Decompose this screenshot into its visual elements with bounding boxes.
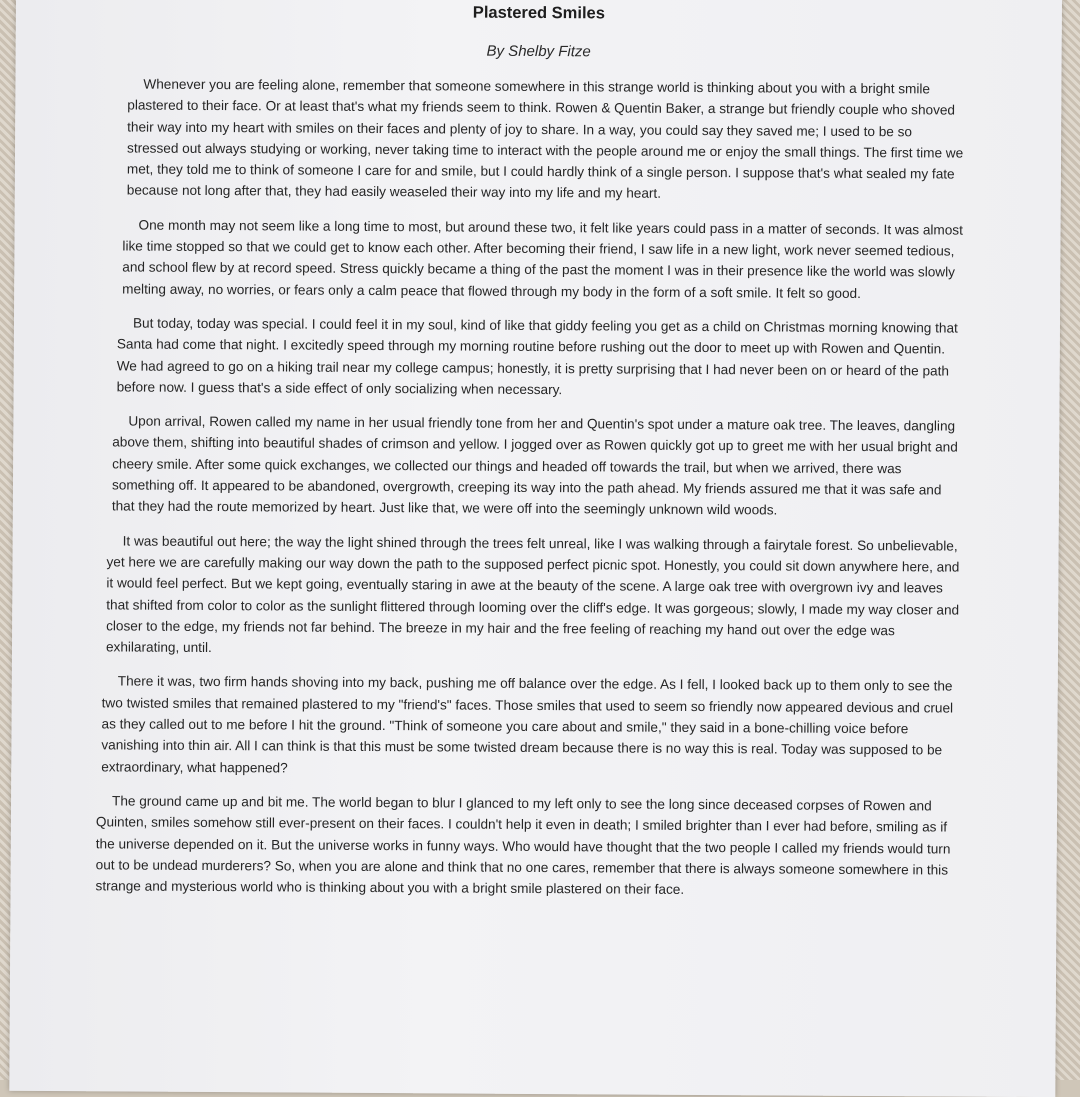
printed-page (9, 0, 1062, 1097)
paragraph-5: It was beautiful out here; the way the light shined through the trees felt unreal, like I was walking through a fairytale forest. So unbelievable, yet here we are carefully making our way down the path to the supposed perfect picnic spot. Honestly, you could sit down anywhere here, and it would feel perfect. But we kept going, eventually staring in awe at the beauty of the scene. A large oak tree with overgrown ivy and leaves that shifted from color to color as the sunlight flittered through looming over the cliff's edge. It was gorgeous; slowly, I made my way closer and closer to the edge, my friends not far behind. The breeze in my hair and the free feeling of reaching my hand out over the edge was exhilarating, until. (105, 533, 960, 656)
paragraph-2: One month may not seem like a long time to most, but around these two, it felt like years could pass in a matter of seconds. It was almost like time stopped so that we could get to know each other. After becoming their friend, I saw life in a new light, work never seemed tedious, and school flew by at record speed. Stress quickly became a thing of the past the moment I was in their presence like the world was slowly melting away, no worries, or fears only a calm peace that flowed through my body in the form of a soft smile. It felt so good. (122, 217, 963, 301)
paragraph-6: There it was, two firm hands shoving into my back, pushing me off balance over the edge. As I fell, I looked back up to them only to see the two twisted smiles that remained plastered to my "friend's" faces. Those smiles that used to seem so friendly now appeared devious and cruel as they called out to me before I hit the ground. "Think of someone you care about and smile," they said in a bone-chilling voice before vanishing into thin air. All I can think is that this must be some twisted dream because there is no way this is real. Today was supposed to be extraordinary, what happened? (101, 673, 954, 776)
paragraph-1: Whenever you are feeling alone, remember that someone somewhere in this strange world is thinking about you with a bright smile plastered to their face. Or at least that's what my friends seem to think. Rowen & Quentin Baker, a strange but friendly couple who shoved their way into my heart with smiles on their faces and plenty of joy to share. In a way, you could say they saved me; I used to be so stressed out always studying or working, never taking time to interact with the people around me or enjoy the small things. The first time we met, they told me to think of someone I care for and smile, but I could hardly think of a single person. I suppose that's what sealed my fate because not long after that, they had easily weaseled their way into my life and my heart. (126, 76, 964, 202)
story-title: Plastered Smiles (472, 3, 605, 23)
author-byline: By Shelby Fitze (486, 42, 591, 61)
paragraph-4: Upon arrival, Rowen called my name in her usual friendly tone from her and Quentin's spot under a mature oak tree. The leaves, dangling above them, shifting into beautiful shades of crimson and yellow. I jogged over as Rowen quickly got up to greet me with her usual bright and cheery smile. After some quick exchanges, we collected our things and headed off towards the trail, but when we arrived, there was something off. It appeared to be abandoned, overgrowth, creeping its way into the path ahead. My friends assured me that it was safe and that they had the route memorized by heart. Just like that, we were off into the seemingly unknown wild woods. (111, 413, 958, 518)
paragraph-3: But today, today was special. I could feel it in my soul, kind of like that giddy feeling you get as a child on Christmas morning knowing that Santa had come that night. I excitedly speed through my morning routine before rushing out the door to meet up with Rowen and Quentin. We had agreed to go on a hiking trail near my college campus; honestly, it is pretty surprising that I had never been on or heard of the path before now. I guess that's a side effect of only socializing when necessary. (116, 315, 958, 398)
story-body (95, 73, 965, 914)
paragraph-7: The ground came up and bit me. The world began to blur I glanced to my left only to see the long since deceased corpses of Rowen and Quinten, smiles somehow still ever-present on their faces. I couldn't help it even in death; I smiled brighter than I ever had before, smiling as if the universe depended on it. But the universe works in funny ways. Who would have thought that the two people I called my friends would turn out to be undead murderers? So, when you are alone and think that no one cares, remember that there is always someone somewhere in this strange and mysterious world who is thinking about you with a bright smile plastered on their face. (95, 793, 951, 897)
